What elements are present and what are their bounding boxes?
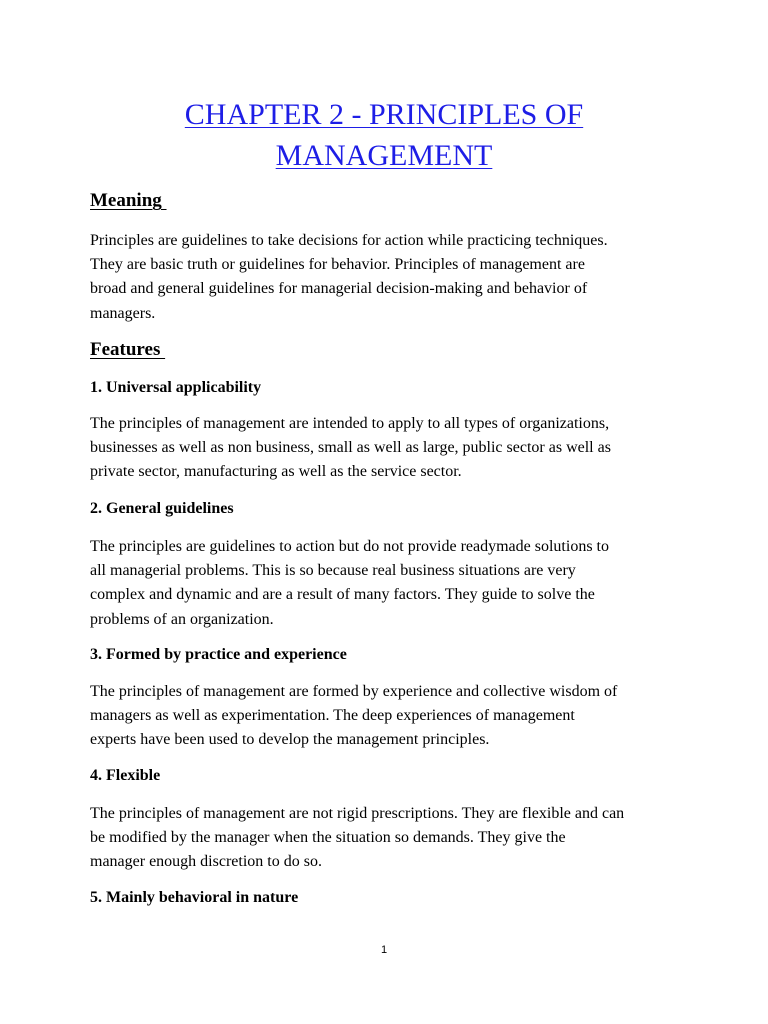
chapter-title-line-1: CHAPTER 2 - PRINCIPLES OF	[184, 98, 584, 131]
feature-title-general-guidelines: 2. General guidelines	[90, 500, 234, 517]
paragraph-line: The principles of management are formed by experience and collective wisdom of	[90, 683, 618, 700]
paragraph-line: The principles of management are intended to apply to all types of organizations,	[90, 415, 610, 432]
feature-title-formed-by-practice: 3. Formed by practice and experience	[90, 646, 347, 663]
paragraph-line: businesses as well as non business, small as well as large, public sector as well as	[90, 439, 611, 457]
paragraph-line: complex and dynamic and are a result of many factors. They guide to solve the	[90, 586, 595, 604]
paragraph-line: private sector, manufacturing as well as the service sector.	[90, 463, 462, 481]
features-heading: Features	[90, 339, 166, 360]
chapter-title	[90, 94, 678, 176]
meaning-paragraph	[90, 229, 690, 326]
paragraph-line: They are basic truth or guidelines for behavior. Principles of management are	[90, 256, 585, 274]
paragraph-line: Principles are guidelines to take decisions for action while practicing techniques.	[90, 232, 608, 249]
feature-paragraph-flexible	[90, 802, 690, 875]
page-number: 1	[380, 944, 388, 956]
paragraph-line: problems of an organization.	[90, 610, 274, 628]
feature-title-flexible: 4. Flexible	[90, 767, 161, 784]
paragraph-line: The principles of management are not rigid prescriptions. They are flexible and can	[90, 805, 625, 822]
feature-paragraph-universal-applicability	[90, 412, 690, 485]
feature-paragraph-formed-by-practice	[90, 680, 690, 753]
feature-title-universal-applicability: 1. Universal applicability	[90, 379, 262, 396]
meaning-heading: Meaning	[90, 190, 167, 211]
paragraph-line: experts have been used to develop the management principles.	[90, 731, 490, 749]
paragraph-line: be modified by the manager when the situation so demands. They give the	[90, 829, 566, 847]
paragraph-line: manager enough discretion to do so.	[90, 853, 322, 871]
paragraph-line: broad and general guidelines for managerial decision-making and behavior of	[90, 280, 588, 298]
paragraph-line: all managerial problems. This is so because real business situations are very	[90, 562, 576, 580]
paragraph-line: managers as well as experimentation. The deep experiences of management	[90, 707, 575, 725]
feature-title-mainly-behavioral: 5. Mainly behavioral in nature	[90, 889, 299, 906]
feature-paragraph-general-guidelines	[90, 535, 690, 632]
paragraph-line: managers.	[90, 304, 156, 322]
paragraph-line: The principles are guidelines to action but do not provide readymade solutions to	[90, 538, 609, 555]
chapter-title-line-2: MANAGEMENT	[275, 139, 493, 172]
